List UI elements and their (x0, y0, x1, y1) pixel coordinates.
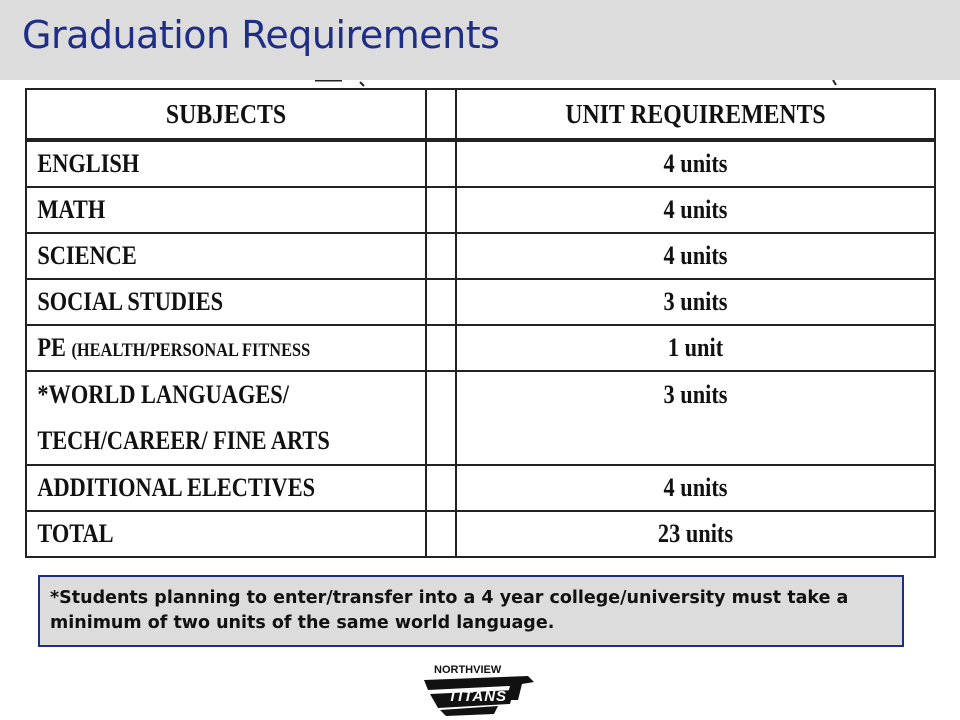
subject-cell (26, 187, 426, 233)
gap-cell (426, 325, 456, 371)
subject-cell (26, 325, 426, 371)
table-row (26, 325, 935, 371)
subject-science: SCIENCE (37, 241, 137, 270)
slide-title: Graduation Requirements (22, 13, 500, 57)
logo-line1: NORTHVIEW (434, 664, 502, 676)
subject-cell (26, 371, 426, 465)
title-bar (0, 0, 960, 80)
subject-cell (26, 279, 426, 325)
subject-pe-name: PE (37, 333, 66, 362)
units-pe: 1 unit (667, 333, 724, 362)
gap-cell (426, 371, 456, 465)
units-social-studies: 3 units (663, 287, 728, 316)
units-cell (456, 465, 935, 511)
subject-world-languages: *WORLD LANGUAGES/ (37, 380, 289, 409)
subject-math: MATH (37, 195, 106, 224)
table-row (26, 511, 935, 557)
table-row (26, 279, 935, 325)
units-cell (456, 187, 935, 233)
table-row (26, 140, 935, 187)
gap-cell (426, 511, 456, 557)
footnote-box (38, 575, 904, 647)
subject-social-studies: SOCIAL STUDIES (37, 287, 224, 316)
gap-cell (426, 279, 456, 325)
subject-english: ENGLISH (37, 149, 140, 178)
header-subjects: SUBJECTS (26, 89, 426, 140)
units-cell (456, 325, 935, 371)
units-cell (456, 371, 935, 465)
gap-cell (426, 233, 456, 279)
units-math: 4 units (663, 195, 728, 224)
footnote-text: *Students planning to enter/transfer into a 4 year college/university must take a minimum of two units of the same world language. (50, 588, 849, 633)
requirements-table-image (22, 80, 938, 576)
northview-titans-logo-icon (418, 660, 540, 718)
units-total: 23 units (657, 519, 734, 548)
gap-cell (426, 465, 456, 511)
units-cell (456, 511, 935, 557)
subject-cell (26, 140, 426, 187)
table-header-row (26, 89, 935, 140)
subject-cell (26, 465, 426, 511)
units-science: 4 units (663, 241, 728, 270)
subject-additional-electives: ADDITIONAL ELECTIVES (37, 473, 316, 502)
table-row (26, 187, 935, 233)
table-row (26, 465, 935, 511)
units-english: 4 units (663, 149, 728, 178)
header-gap (426, 89, 456, 140)
subject-total: TOTAL (37, 519, 114, 548)
subject-pe (27, 333, 369, 363)
table-row (26, 233, 935, 279)
units-world-languages: 3 units (663, 380, 728, 409)
units-additional-electives: 4 units (663, 473, 728, 502)
gap-cell (426, 187, 456, 233)
units-cell (456, 279, 935, 325)
subject-world-languages-line2: TECH/CAREER/ FINE ARTS (37, 426, 330, 455)
header-units: UNIT REQUIREMENTS (456, 89, 935, 140)
units-cell (456, 140, 935, 187)
units-cell (456, 233, 935, 279)
requirements-table (25, 88, 936, 558)
subject-cell (26, 511, 426, 557)
subject-cell (26, 233, 426, 279)
subject-pe-note: (HEALTH/PERSONAL FITNESS (71, 340, 311, 361)
logo-line2: TITANS (448, 688, 508, 705)
gap-cell (426, 140, 456, 187)
table-row (26, 371, 935, 465)
